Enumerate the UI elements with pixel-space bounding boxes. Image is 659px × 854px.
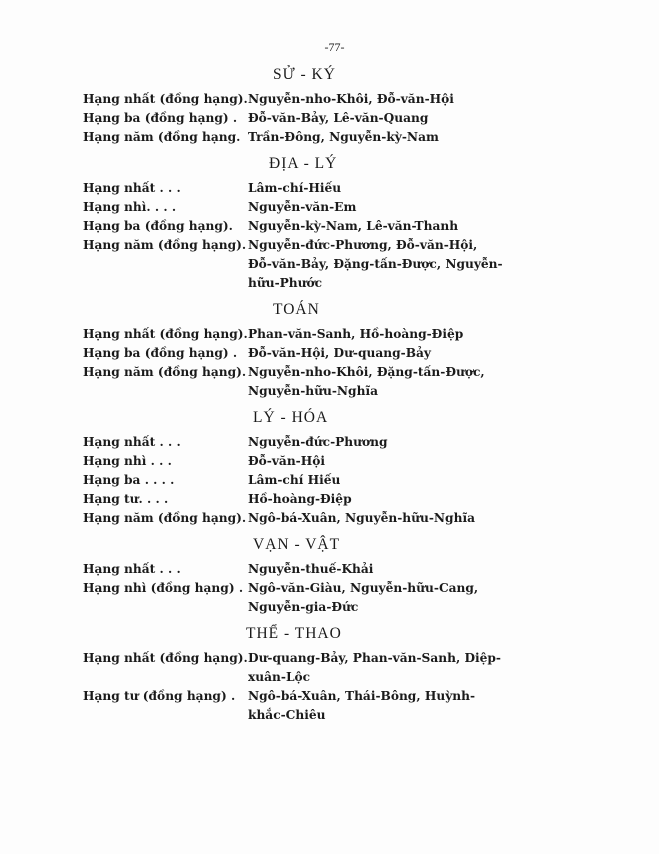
student-names: Ngô-bá-Xuân, Nguyễn-hữu-Nghĩa [248,511,475,525]
rank-label: Hạng nhì (đồng hạng) . [83,581,244,595]
section-the-thao [83,625,543,725]
result-row [83,198,543,217]
rank-label: Hạng nhất . . . [83,562,181,576]
rank-label: Hạng nhì. . . . [83,200,177,214]
result-row [83,363,543,401]
section-van-vat [83,536,543,617]
section-dia-ly [83,155,543,293]
result-row [83,128,543,147]
section-heading: ĐỊA - LÝ [269,155,338,172]
result-row [83,236,543,293]
student-names: Nguyễn-kỳ-Nam, Lê-văn-Thanh [248,219,459,233]
result-row [83,471,543,490]
student-names: Nguyễn-thuế-Khải [248,562,374,576]
rank-label: Hạng ba . . . . [83,473,175,487]
rank-label: Hạng nhất (đồng hạng). [83,92,248,106]
result-row [83,344,543,363]
student-names: Nguyễn-nho-Khôi, Đỗ-văn-Hội [248,92,454,106]
result-row [83,560,543,579]
rank-label: Hạng nhất . . . [83,435,181,449]
result-row [83,579,543,617]
student-names: Phan-văn-Sanh, Hồ-hoàng-Điệp [248,327,464,341]
page-number: -77- [324,40,345,54]
result-row [83,490,543,509]
rank-label: Hạng nhất (đồng hạng). [83,327,248,341]
rank-label: Hạng năm (đồng hạng. [83,130,241,144]
rank-label: Hạng nhì . . . [83,454,172,468]
student-names: Lâm-chí Hiếu [248,473,341,487]
rank-label: Hạng nhất (đồng hạng). [83,651,248,665]
section-heading: VẠN - VẬT [253,536,341,553]
rank-label: Hạng nhất . . . [83,181,181,195]
section-heading: TOÁN [273,301,320,318]
section-heading: LÝ - HÓA [253,409,329,426]
rank-label: Hạng ba (đồng hạng). [83,219,233,233]
rank-label: Hạng tư (đồng hạng) . [83,689,236,703]
student-names: Nguyễn-đức-Phương, Đỗ-văn-Hội, Đỗ-văn-Bảy, Đặng-tấn-Được, Nguyễn-hữu-Phước [248,238,503,290]
student-names: Ngô-bá-Xuân, Thái-Bông, Huỳnh-khắc-Chiêu [248,689,476,722]
result-row [83,325,543,344]
result-row [83,687,543,725]
student-names: Nguyễn-văn-Em [248,200,357,214]
rank-label: Hạng ba (đồng hạng) . [83,346,238,360]
student-names: Nguyễn-nho-Khôi, Đặng-tấn-Được, Nguyễn-hữu-Nghĩa [248,365,485,398]
result-row [83,509,543,528]
student-names: Đỗ-văn-Bảy, Lê-văn-Quang [248,111,429,125]
student-names: Ngô-văn-Giàu, Nguyễn-hữu-Cang, Nguyễn-gia-Đức [248,581,479,614]
rank-label: Hạng năm (đồng hạng). [83,365,247,379]
student-names: Trần-Đông, Nguyễn-kỳ-Nam [248,130,439,144]
result-row [83,179,543,198]
rank-label: Hạng tư. . . . [83,492,169,506]
result-row [83,217,543,236]
section-ly-hoa [83,409,543,528]
student-names: Dư-quang-Bảy, Phan-văn-Sanh, Diệp-xuân-Lộc [248,651,501,684]
section-heading: SỬ - KÝ [273,66,336,83]
rank-label: Hạng năm (đồng hạng). [83,238,247,252]
result-row [83,649,543,687]
section-su-ky [83,66,543,147]
student-names: Hồ-hoàng-Điệp [248,492,352,506]
section-toan [83,301,543,401]
result-row [83,433,543,452]
student-names: Nguyễn-đức-Phương [248,435,388,449]
result-row [83,109,543,128]
section-heading: THỂ - THAO [246,625,342,642]
student-names: Đỗ-văn-Hội [248,454,326,468]
results-list [83,66,543,733]
result-row [83,90,543,109]
student-names: Lâm-chí-Hiếu [248,181,342,195]
result-row [83,452,543,471]
student-names: Đỗ-văn-Hội, Dư-quang-Bảy [248,346,431,360]
rank-label: Hạng năm (đồng hạng). [83,511,247,525]
rank-label: Hạng ba (đồng hạng) . [83,111,238,125]
